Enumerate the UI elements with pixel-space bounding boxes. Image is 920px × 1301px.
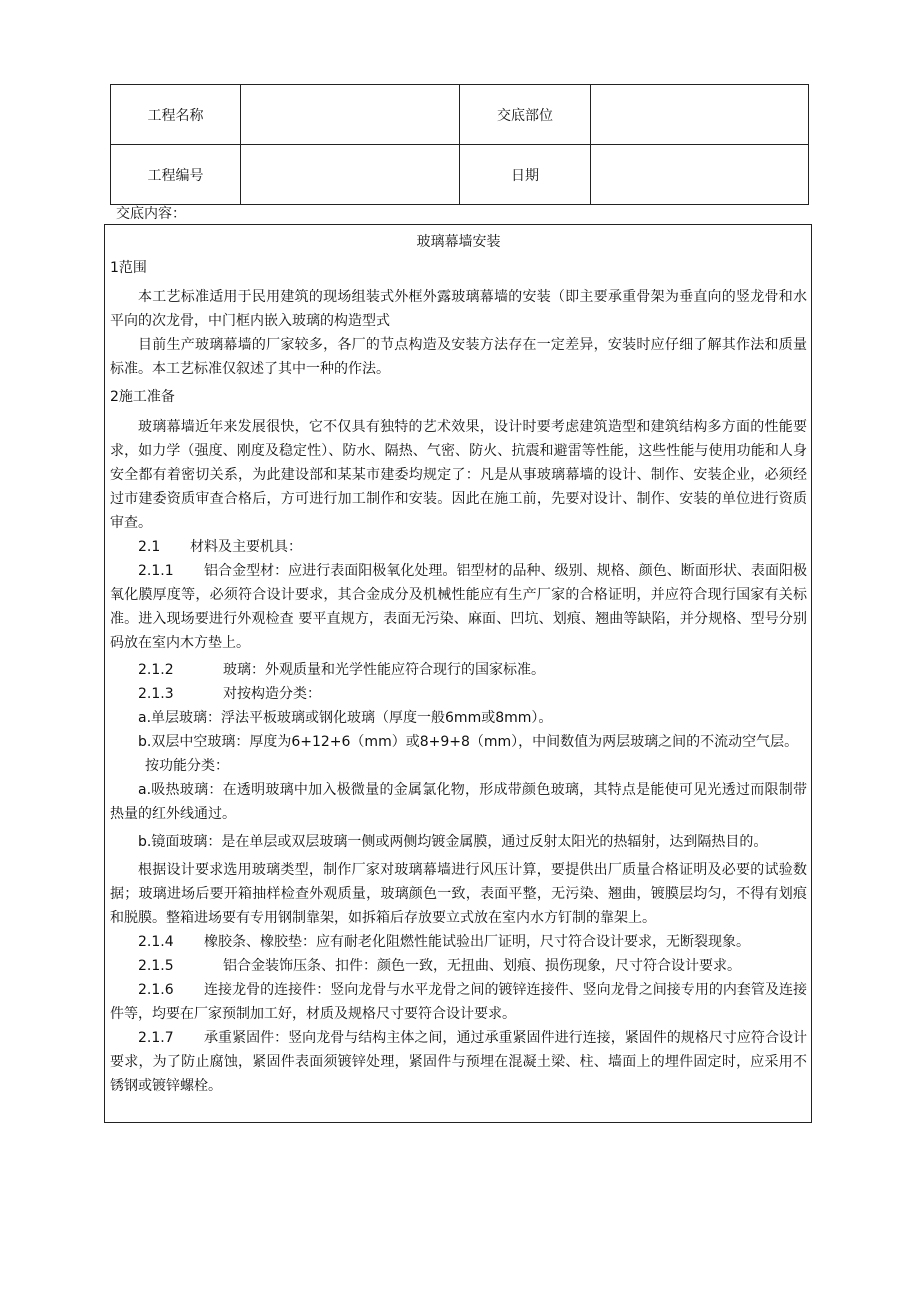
project-number-label: 工程编号 [111,145,241,205]
clause-number: 2.1.4 [138,934,174,950]
clause-text: 承重紧固件：竖向龙骨与结构主体之间，通过承重紧固件进行连接，紧固件的规格尺寸应符合设计要求，为了防止腐蚀，紧固件表面须镀锌处理，紧固件与预埋在混凝土梁、柱、墙面上的埋件固定时，应采用不锈钢或镀锌螺栓。 [110,1030,807,1094]
clause-number: 2.1.3 [138,686,174,702]
info-table [110,84,809,205]
clause-2-1-2 [110,658,807,682]
clause-text: 橡胶条、橡胶垫：应有耐老化阻燃性能试验出厂证明，尺寸符合设计要求，无断裂现象。 [204,934,750,950]
clause-number: 2.1.6 [138,982,174,998]
info-row [111,145,809,205]
paragraph: 目前生产玻璃幕墙的厂家较多，各厂的节点构造及安装方法存在一定差异，安装时应仔细了解其作法和质量标准。本工艺标准仅叙述了其中一种的作法。 [110,337,807,377]
clause-2-1-1 [110,559,807,655]
paragraph: 根据设计要求选用玻璃类型，制作厂家对玻璃幕墙进行风压计算，要提供出厂质量合格证明及必要的试验数据；玻璃进场后要开箱抽样检查外观质量，玻璃颜色一致，表面平整，无污染、翘曲，镀膜层均匀，不得有划痕和脱膜。整箱进场要有专用钢制靠架，如拆箱后存放要立式放在室内水方钉制的靠架上。 [110,862,807,926]
paragraph: 本工艺标准适用于民用建筑的现场组装式外框外露玻璃幕墙的安装（即主要承重骨架为垂直向的竖龙骨和水平向的次龙骨，中门框内嵌入玻璃的构造型式 [110,289,807,329]
clause-number: 2.1.2 [138,662,174,678]
clause-2-1-6 [110,978,807,1026]
project-name-field[interactable] [241,85,460,145]
content-label: 交底内容： [116,206,186,222]
list-item: b.镜面玻璃：是在单层或双层玻璃一侧或两侧均镀金属膜，通过反射太阳光的热辐射，达到隔热目的。 [138,834,768,850]
clause-2-1-3 [110,682,807,706]
clause-2-1-4 [110,930,807,954]
date-label: 日期 [460,145,591,205]
clause-2-1-7 [110,1026,807,1098]
content-box [104,224,812,1123]
paragraph: 玻璃幕墙近年来发展很快，它不仅具有独特的艺术效果，设计时要考虑建筑造型和建筑结构多方面的性能要求，如力学（强度、刚度及稳定性）、防水、隔热、气密、防火、抗震和避雷等性能，这些性能与使用功能和人身安全都有着密切关系，为此建设部和某某市建委均规定了：凡是从事玻璃幕墙的设计、制作、安装企业，必须经过市建委资质审查合格后，方可进行加工制作和安装。因此在施工前，先要对设计、制作、安装的单位进行资质审查。 [110,419,807,531]
list-item: b.双层中空玻璃：厚度为6+12+6（mm）或8+9+8（mm），中间数值为两层玻璃之间的不流动空气层。 [138,734,799,750]
document-title: 玻璃幕墙安装 [416,234,501,250]
clause-text: 材料及主要机具： [190,539,302,555]
project-number-field[interactable] [241,145,460,205]
clause-text: 对按构造分类： [223,686,321,702]
clause-number: 2.1.5 [138,958,174,974]
clause-text: 铝合金装饰压条、扣件：颜色一致，无扭曲、划痕、损伤现象，尺寸符合设计要求。 [223,958,741,974]
list-item: a.吸热玻璃：在透明玻璃中加入极微量的金属氯化物，形成带颜色玻璃，其特点是能使可见光透过而限制带热量的红外线通过。 [110,782,807,822]
subheading: 按功能分类： [145,758,229,774]
clause-number: 2.1.7 [138,1030,174,1046]
clause-number: 2.1.1 [138,563,174,579]
section-2-heading: 2施工准备 [110,389,175,405]
info-row [111,85,809,145]
clause-text: 玻璃：外观质量和光学性能应符合现行的国家标准。 [223,662,545,678]
clause-number: 2.1 [138,539,161,555]
date-field[interactable] [591,145,809,205]
project-name-label: 工程名称 [111,85,241,145]
clause-2-1-5 [110,954,807,978]
handover-part-label: 交底部位 [460,85,591,145]
section-1-heading: 1范围 [110,260,147,276]
clause-text: 连接龙骨的连接件：竖向龙骨与水平龙骨之间的镀锌连接件、竖向龙骨之间接专用的内套管及连接件等，均要在厂家预制加工好，材质及规格尺寸要符合设计要求。 [110,982,807,1022]
list-item: a.单层玻璃：浮法平板玻璃或钢化玻璃（厚度一般6mm或8mm）。 [138,710,553,726]
clause-2-1 [110,535,807,559]
handover-part-field[interactable] [591,85,809,145]
clause-text: 铝合金型材：应进行表面阳极氧化处理。铝型材的品种、级别、规格、颜色、断面形状、表面阳极氧化膜厚度等，必须符合设计要求，其合金成分及机械性能应有生产厂家的合格证明，并应符合现行国家有关标准。进入现场要进行外观检查 要平直规方，表面无污染、麻面、凹坑、划痕、翘曲等缺陷，并分规格、型号分别码放在室内木方垫上。 [110,563,807,651]
